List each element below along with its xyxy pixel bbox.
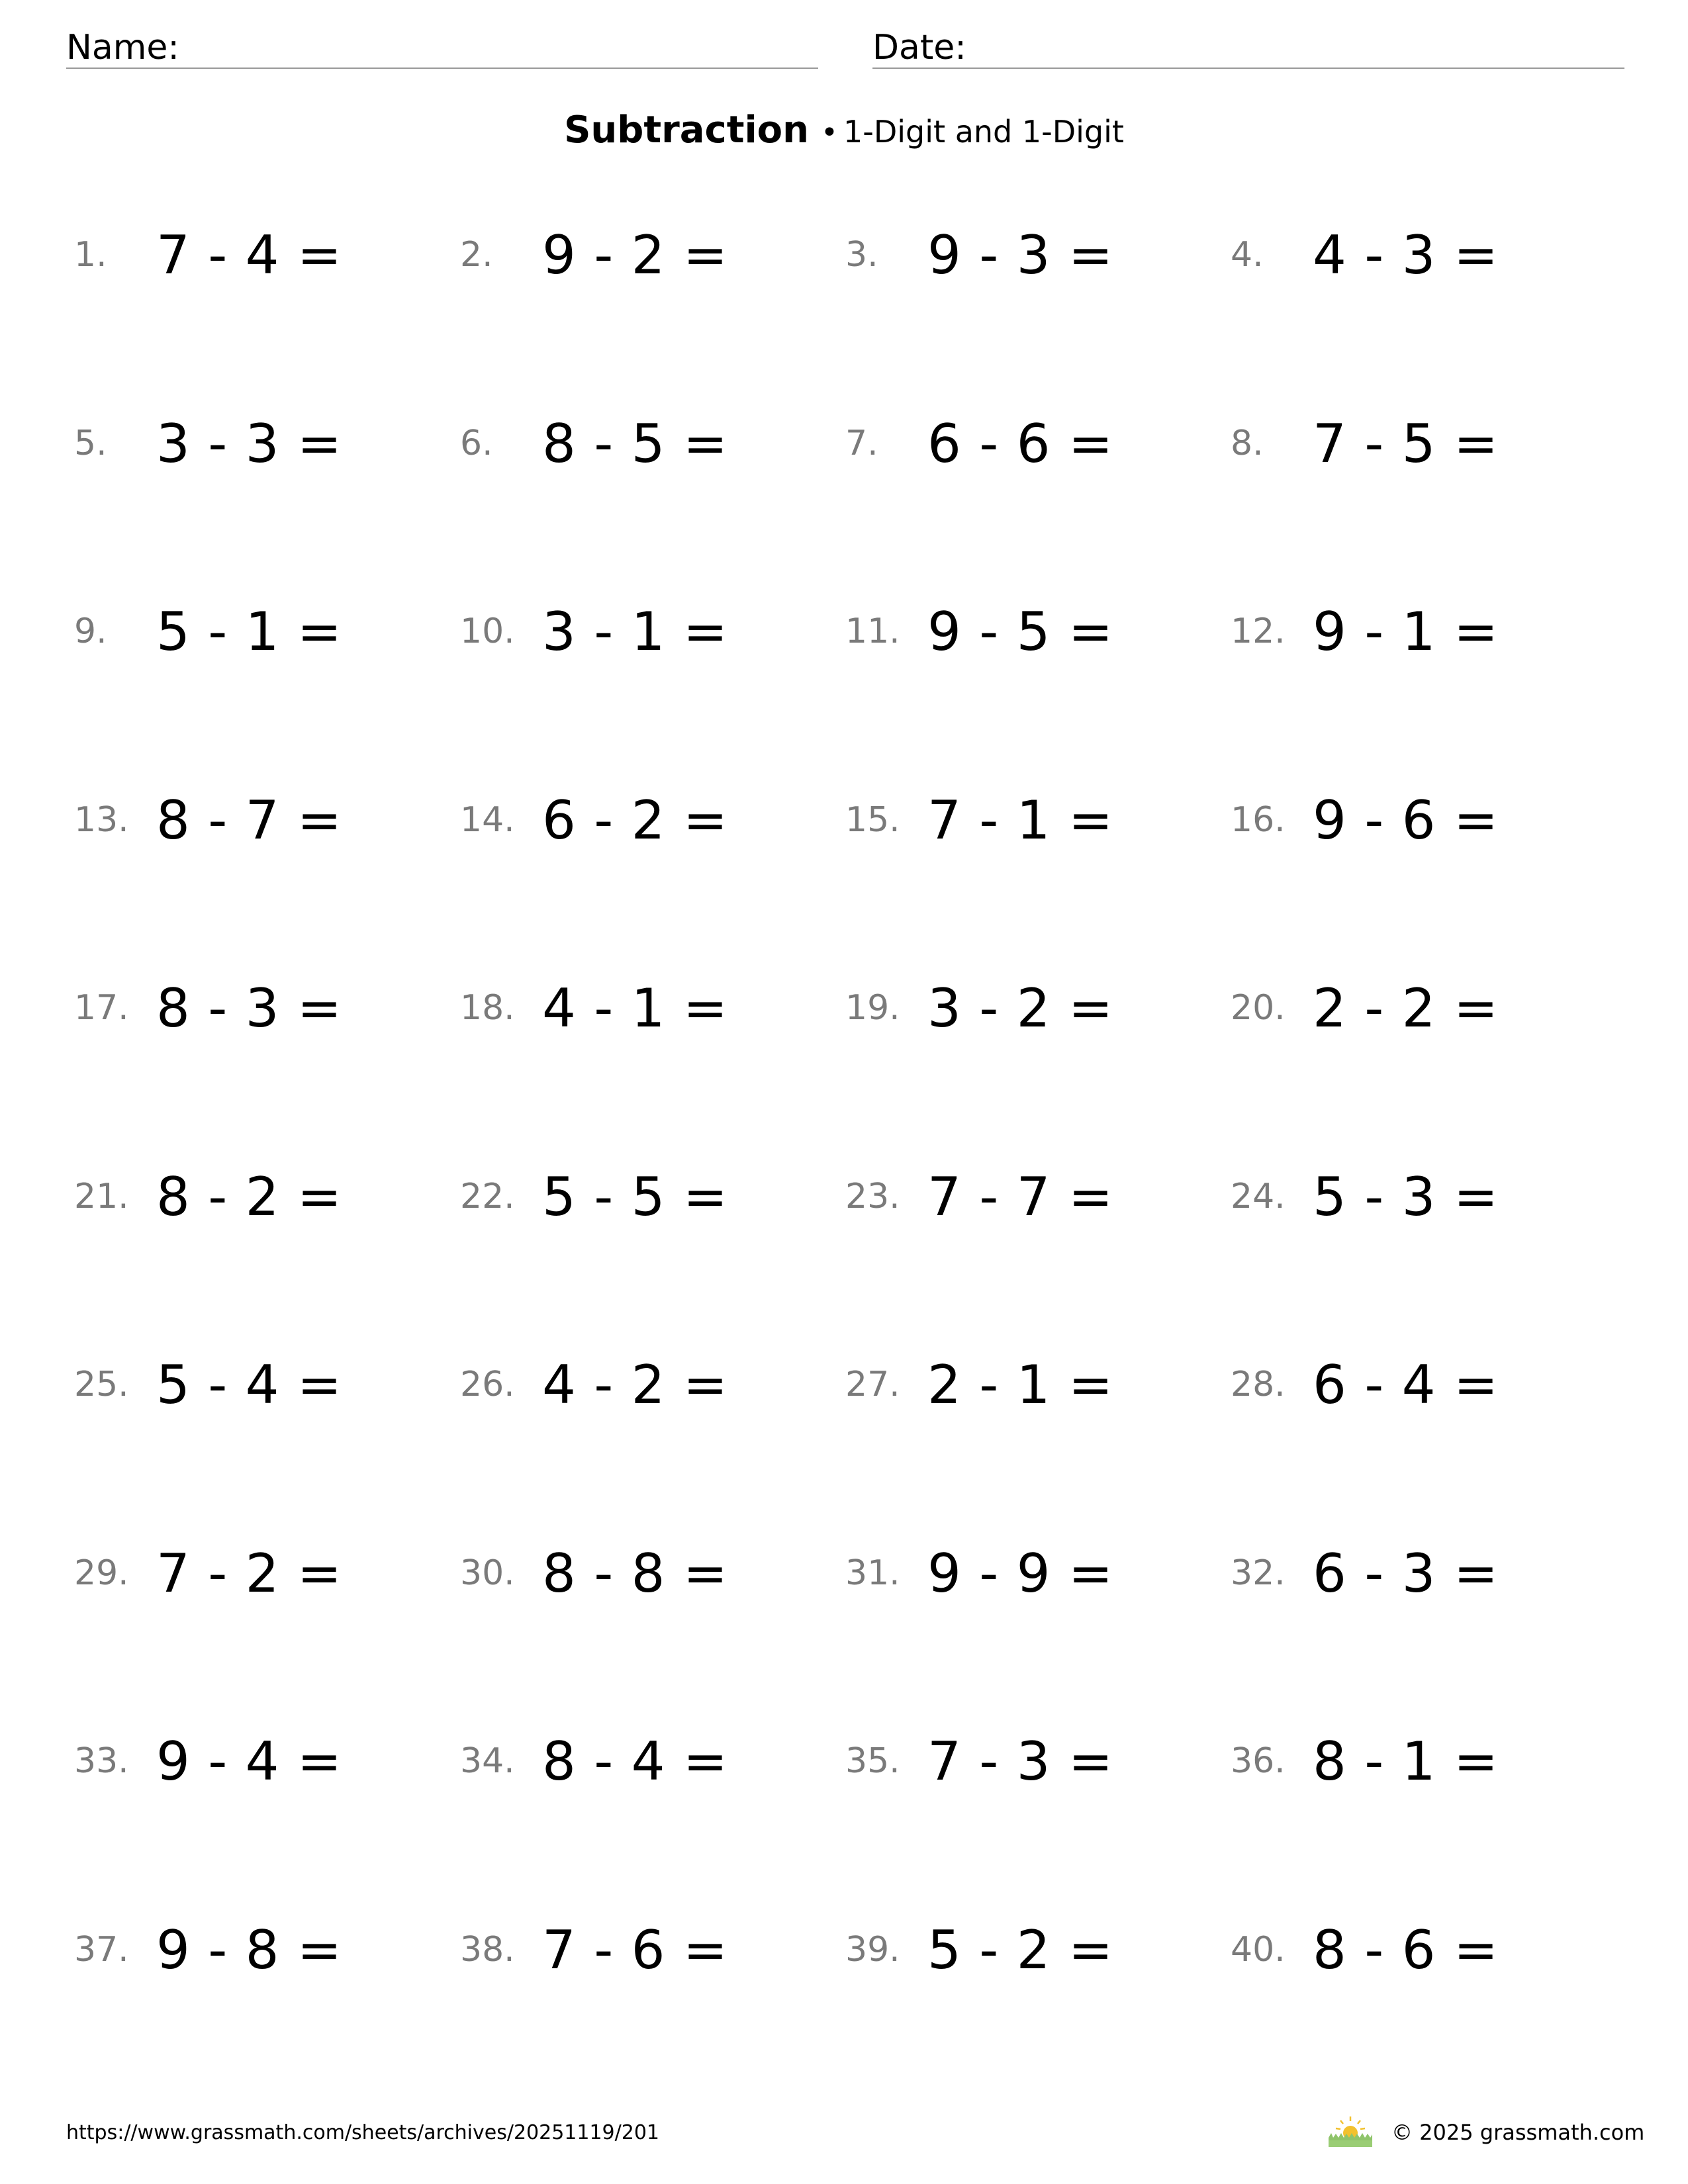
problem-item xyxy=(460,784,831,856)
problem-expression: 4 - 1 = xyxy=(542,977,728,1039)
problem-item xyxy=(74,1348,445,1421)
problem-item xyxy=(845,1537,1216,1610)
problem-number: 13. xyxy=(74,800,129,840)
problem-expression: 2 - 1 = xyxy=(927,1353,1113,1416)
problem-expression: 4 - 3 = xyxy=(1313,224,1499,286)
problem-item xyxy=(845,407,1216,480)
problem-number: 30. xyxy=(460,1553,515,1593)
grass-sun-logo-icon xyxy=(1327,2115,1374,2148)
problem-number: 36. xyxy=(1231,1741,1286,1781)
problem-item xyxy=(460,1348,831,1421)
problem-expression: 6 - 2 = xyxy=(542,789,728,851)
footer-url: https://www.grassmath.com/sheets/archives/20251119/201 xyxy=(66,2121,660,2144)
problem-number: 6. xyxy=(460,424,493,463)
problem-item xyxy=(74,1537,445,1610)
problem-expression: 5 - 5 = xyxy=(542,1165,728,1228)
problem-expression: 5 - 1 = xyxy=(156,600,342,662)
problem-item xyxy=(74,1725,445,1797)
problem-number: 10. xyxy=(460,612,515,651)
problem-item xyxy=(74,218,445,291)
problem-expression: 7 - 4 = xyxy=(156,224,342,286)
problem-expression: 2 - 2 = xyxy=(1313,977,1499,1039)
problem-expression: 3 - 1 = xyxy=(542,600,728,662)
problem-number: 32. xyxy=(1231,1553,1286,1593)
problem-expression: 3 - 2 = xyxy=(927,977,1113,1039)
problem-expression: 9 - 2 = xyxy=(542,224,728,286)
problem-item xyxy=(845,218,1216,291)
date-label: Date: xyxy=(872,28,966,68)
problem-item xyxy=(845,1725,1216,1797)
problem-item xyxy=(74,1160,445,1233)
problem-number: 2. xyxy=(460,235,493,275)
problem-item xyxy=(460,1913,831,1986)
problem-number: 31. xyxy=(845,1553,900,1593)
problem-number: 39. xyxy=(845,1930,900,1970)
problem-expression: 7 - 2 = xyxy=(156,1542,342,1604)
problem-number: 34. xyxy=(460,1741,515,1781)
problem-item xyxy=(74,1913,445,1986)
problem-number: 22. xyxy=(460,1177,515,1216)
footer-copyright: © 2025 grassmath.com xyxy=(1391,2120,1645,2145)
title-main: Subtraction xyxy=(564,109,810,152)
problem-item xyxy=(74,784,445,856)
problem-item xyxy=(1231,595,1601,668)
problem-item xyxy=(1231,218,1601,291)
problem-number: 38. xyxy=(460,1930,515,1970)
problem-expression: 9 - 9 = xyxy=(927,1542,1113,1604)
problem-item xyxy=(1231,407,1601,480)
problem-item xyxy=(460,1537,831,1610)
date-field[interactable] xyxy=(872,25,1624,69)
problem-expression: 9 - 6 = xyxy=(1313,789,1499,851)
problem-expression: 6 - 6 = xyxy=(927,412,1113,475)
problem-grid xyxy=(0,218,1688,2071)
problem-expression: 9 - 3 = xyxy=(927,224,1113,286)
problem-number: 26. xyxy=(460,1365,515,1404)
problem-expression: 4 - 2 = xyxy=(542,1353,728,1416)
problem-item xyxy=(460,1725,831,1797)
problem-number: 5. xyxy=(74,424,107,463)
problem-number: 20. xyxy=(1231,988,1286,1028)
problem-expression: 8 - 8 = xyxy=(542,1542,728,1604)
problem-number: 7. xyxy=(845,424,878,463)
problem-number: 9. xyxy=(74,612,107,651)
problem-number: 16. xyxy=(1231,800,1286,840)
problem-item xyxy=(845,1913,1216,1986)
problem-item xyxy=(460,407,831,480)
problem-item xyxy=(74,972,445,1044)
title-separator: • xyxy=(821,116,838,150)
problem-expression: 6 - 4 = xyxy=(1313,1353,1499,1416)
problem-expression: 8 - 1 = xyxy=(1313,1730,1499,1792)
problem-item xyxy=(1231,1348,1601,1421)
problem-expression: 9 - 4 = xyxy=(156,1730,342,1792)
problem-expression: 9 - 5 = xyxy=(927,600,1113,662)
problem-number: 33. xyxy=(74,1741,129,1781)
problem-expression: 7 - 6 = xyxy=(542,1919,728,1981)
problem-item xyxy=(1231,784,1601,856)
problem-expression: 8 - 5 = xyxy=(542,412,728,475)
problem-item xyxy=(1231,1537,1601,1610)
problem-number: 19. xyxy=(845,988,900,1028)
problem-item xyxy=(1231,972,1601,1044)
problem-number: 28. xyxy=(1231,1365,1286,1404)
problem-item xyxy=(460,972,831,1044)
problem-number: 40. xyxy=(1231,1930,1286,1970)
problem-expression: 8 - 3 = xyxy=(156,977,342,1039)
problem-number: 29. xyxy=(74,1553,129,1593)
problem-number: 27. xyxy=(845,1365,900,1404)
problem-expression: 8 - 4 = xyxy=(542,1730,728,1792)
problem-number: 17. xyxy=(74,988,129,1028)
worksheet-title xyxy=(0,107,1688,162)
problem-number: 23. xyxy=(845,1177,900,1216)
problem-expression: 9 - 1 = xyxy=(1313,600,1499,662)
problem-number: 37. xyxy=(74,1930,129,1970)
problem-item xyxy=(1231,1913,1601,1986)
problem-expression: 5 - 3 = xyxy=(1313,1165,1499,1228)
problem-number: 25. xyxy=(74,1365,129,1404)
problem-expression: 7 - 1 = xyxy=(927,789,1113,851)
problem-item xyxy=(460,1160,831,1233)
problem-item xyxy=(845,784,1216,856)
problem-item xyxy=(460,218,831,291)
problem-item xyxy=(845,1348,1216,1421)
problem-expression: 9 - 8 = xyxy=(156,1919,342,1981)
problem-expression: 8 - 7 = xyxy=(156,789,342,851)
problem-item xyxy=(845,972,1216,1044)
name-field[interactable] xyxy=(66,25,818,69)
problem-item xyxy=(845,1160,1216,1233)
problem-number: 14. xyxy=(460,800,515,840)
problem-expression: 3 - 3 = xyxy=(156,412,342,475)
problem-number: 11. xyxy=(845,612,900,651)
problem-number: 21. xyxy=(74,1177,129,1216)
problem-number: 35. xyxy=(845,1741,900,1781)
problem-item xyxy=(74,595,445,668)
problem-number: 4. xyxy=(1231,235,1264,275)
problem-expression: 5 - 4 = xyxy=(156,1353,342,1416)
name-label: Name: xyxy=(66,28,179,68)
problem-number: 24. xyxy=(1231,1177,1286,1216)
problem-expression: 5 - 2 = xyxy=(927,1919,1113,1981)
problem-expression: 7 - 5 = xyxy=(1313,412,1499,475)
problem-number: 1. xyxy=(74,235,107,275)
problem-expression: 8 - 6 = xyxy=(1313,1919,1499,1981)
problem-expression: 8 - 2 = xyxy=(156,1165,342,1228)
problem-number: 18. xyxy=(460,988,515,1028)
problem-number: 12. xyxy=(1231,612,1286,651)
problem-item xyxy=(845,595,1216,668)
problem-expression: 6 - 3 = xyxy=(1313,1542,1499,1604)
problem-item xyxy=(1231,1160,1601,1233)
title-subtitle: 1-Digit and 1-Digit xyxy=(843,114,1124,150)
problem-number: 15. xyxy=(845,800,900,840)
problem-expression: 7 - 3 = xyxy=(927,1730,1113,1792)
problem-item xyxy=(460,595,831,668)
problem-number: 3. xyxy=(845,235,878,275)
problem-item xyxy=(74,407,445,480)
problem-expression: 7 - 7 = xyxy=(927,1165,1113,1228)
problem-number: 8. xyxy=(1231,424,1264,463)
problem-item xyxy=(1231,1725,1601,1797)
